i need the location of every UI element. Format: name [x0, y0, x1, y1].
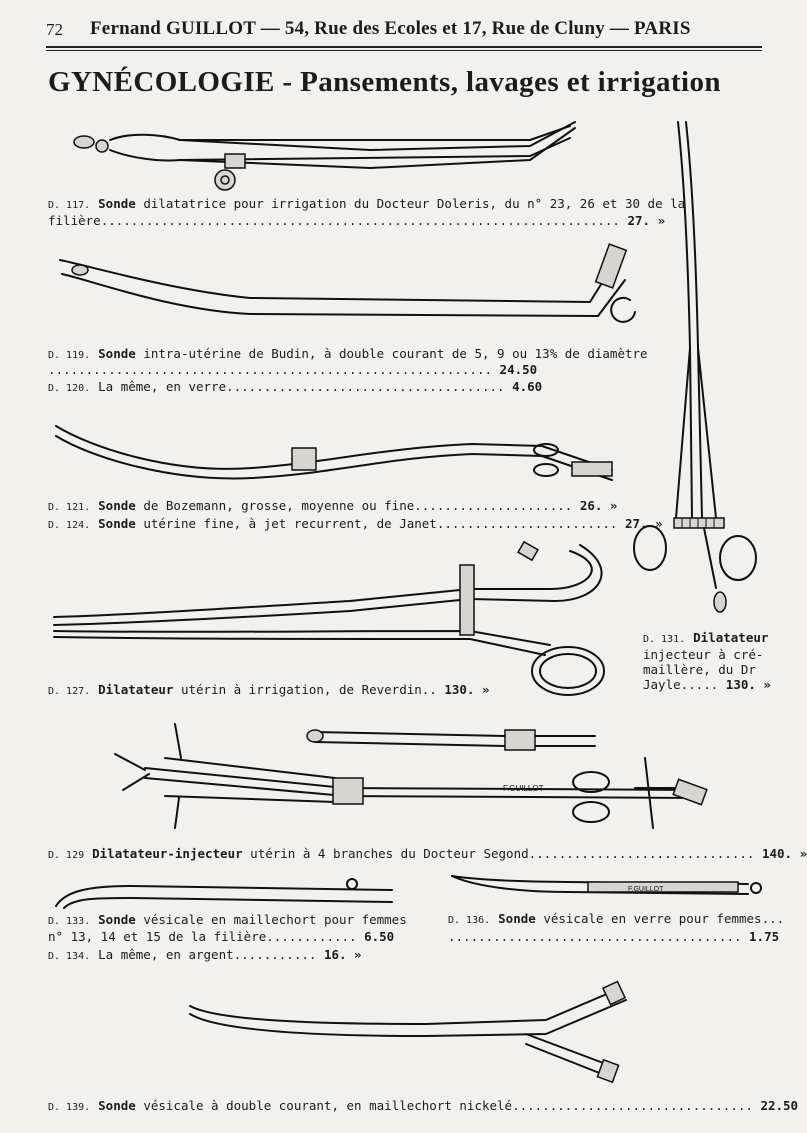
leader-dots: ........................................................... [48, 362, 493, 377]
header-rule [46, 46, 762, 48]
item-price: 6.50 [364, 929, 395, 944]
leader-dots: ..................................... [226, 379, 505, 394]
item-d119 [48, 346, 648, 363]
jayle-dilatator-illustration [627, 118, 770, 618]
leader-dots: ..................... [414, 498, 573, 513]
item-desc: utérin à 4 branches du Docteur Segond [242, 846, 529, 861]
item-name: Dilatateur [693, 630, 769, 645]
item-desc: intra-utérine de Budin, à double courant de 5, 9 ou 13% de diamètre [135, 346, 648, 361]
item-d133 [48, 912, 407, 929]
leader-dots: ................................ [512, 1098, 753, 1113]
item-name: Sonde [98, 346, 136, 361]
item-price: 26. » [579, 498, 618, 513]
item-d120 [48, 379, 542, 396]
item-code: D. 127. [48, 686, 91, 697]
reverdin-dilatator-illustration [50, 545, 620, 705]
item-code: D. 134. [48, 951, 91, 962]
item-code: D. 129 [48, 850, 85, 861]
item-d127 [48, 682, 490, 699]
item-code: D. 131. [643, 634, 686, 645]
leader-dots: ........................ [436, 516, 618, 531]
item-d119-line2 [48, 362, 537, 377]
item-desc: utérin à irrigation, de Reverdin.. [173, 682, 437, 697]
item-price: 24.50 [499, 362, 538, 377]
item-d131 [643, 630, 771, 692]
item-desc: vésicale en maillechort pour femmes [135, 912, 407, 927]
catalog-header: Fernand GUILLOT — 54, Rue des Ecoles et 17, Rue de Cluny — PARIS [90, 18, 691, 39]
item-name: Sonde [498, 911, 536, 926]
item-desc-cont: maillère, du Dr [643, 662, 756, 677]
engraved-mark: F.GUILLOT [628, 886, 664, 893]
item-d133-line2 [48, 929, 394, 944]
leader-dots: ..................................................................... [100, 213, 620, 228]
item-name: Sonde [98, 1098, 136, 1113]
leader-dots: ........... [233, 947, 317, 962]
item-d117-line2 [48, 213, 665, 228]
item-price: 4.60 [512, 379, 543, 394]
item-desc: utérine fine, à jet recurrent, de Janet [135, 516, 437, 531]
item-name: Sonde [98, 516, 136, 531]
item-d117 [48, 196, 685, 213]
item-price: 1.75 [749, 929, 780, 944]
section-title: GYNÉCOLOGIE - Pansements, lavages et irrigation [48, 66, 721, 98]
item-d129 [48, 846, 807, 863]
double-current-catheter-illustration [186, 984, 636, 1084]
item-code: D. 120. [48, 383, 91, 394]
header-rule-thin [46, 50, 762, 51]
item-code: D. 133. [48, 916, 91, 927]
item-desc-cont: filière [48, 213, 101, 228]
item-desc: La même, en argent [98, 947, 234, 962]
item-name: Sonde [98, 196, 136, 211]
item-name: Dilatateur-injecteur [92, 846, 243, 861]
leader-dots: ....................................... [448, 929, 742, 944]
leader-dots: ............ [266, 929, 357, 944]
item-code: D. 139. [48, 1102, 91, 1113]
glass-catheter-illustration [448, 870, 768, 900]
item-price: 27. » [624, 516, 663, 531]
item-d124 [48, 516, 663, 533]
bozemann-sound-illustration [52, 418, 622, 488]
item-name: Sonde [98, 498, 136, 513]
item-desc: dilatatrice pour irrigation du Docteur Doleris, du n° 23, 26 et 30 de la [135, 196, 686, 211]
item-d134 [48, 947, 362, 964]
item-d121 [48, 498, 617, 515]
item-d136 [448, 911, 784, 928]
item-desc: vésicale en verre pour femmes... [535, 911, 785, 926]
item-code: D. 136. [448, 915, 491, 926]
item-code: D. 117. [48, 200, 91, 211]
item-desc: de Bozemann, grosse, moyenne ou fine [135, 498, 415, 513]
item-code: D. 119. [48, 350, 91, 361]
page-number: 72 [46, 20, 63, 39]
item-desc-end: Jayle..... [643, 677, 719, 692]
item-price: 130. » [725, 677, 771, 692]
item-d139 [48, 1098, 798, 1115]
item-desc: injecteur à cré- [643, 647, 764, 662]
item-code: D. 124. [48, 520, 91, 531]
item-d136-line2 [448, 929, 779, 944]
segond-dilatator-illustration [105, 718, 715, 838]
item-price: 22.50 [760, 1098, 799, 1113]
item-name: Sonde [98, 912, 136, 927]
item-name: Dilatateur [98, 682, 174, 697]
leader-dots: .............................. [528, 846, 755, 861]
item-price: 16. » [323, 947, 362, 962]
item-price: 27. » [627, 213, 666, 228]
engraved-mark: F.GUILLOT [503, 784, 544, 793]
item-desc: vésicale à double courant, en maillechort nickelé [135, 1098, 513, 1113]
item-price: 140. » [761, 846, 807, 861]
doleris-sound-illustration [70, 110, 590, 200]
item-desc-cont: n° 13, 14 et 15 de la filière [48, 929, 267, 944]
item-price: 130. » [444, 682, 490, 697]
budin-sound-illustration [50, 240, 650, 330]
item-desc: La même, en verre [98, 379, 227, 394]
item-code: D. 121. [48, 502, 91, 513]
metal-catheter-illustration [52, 876, 397, 916]
